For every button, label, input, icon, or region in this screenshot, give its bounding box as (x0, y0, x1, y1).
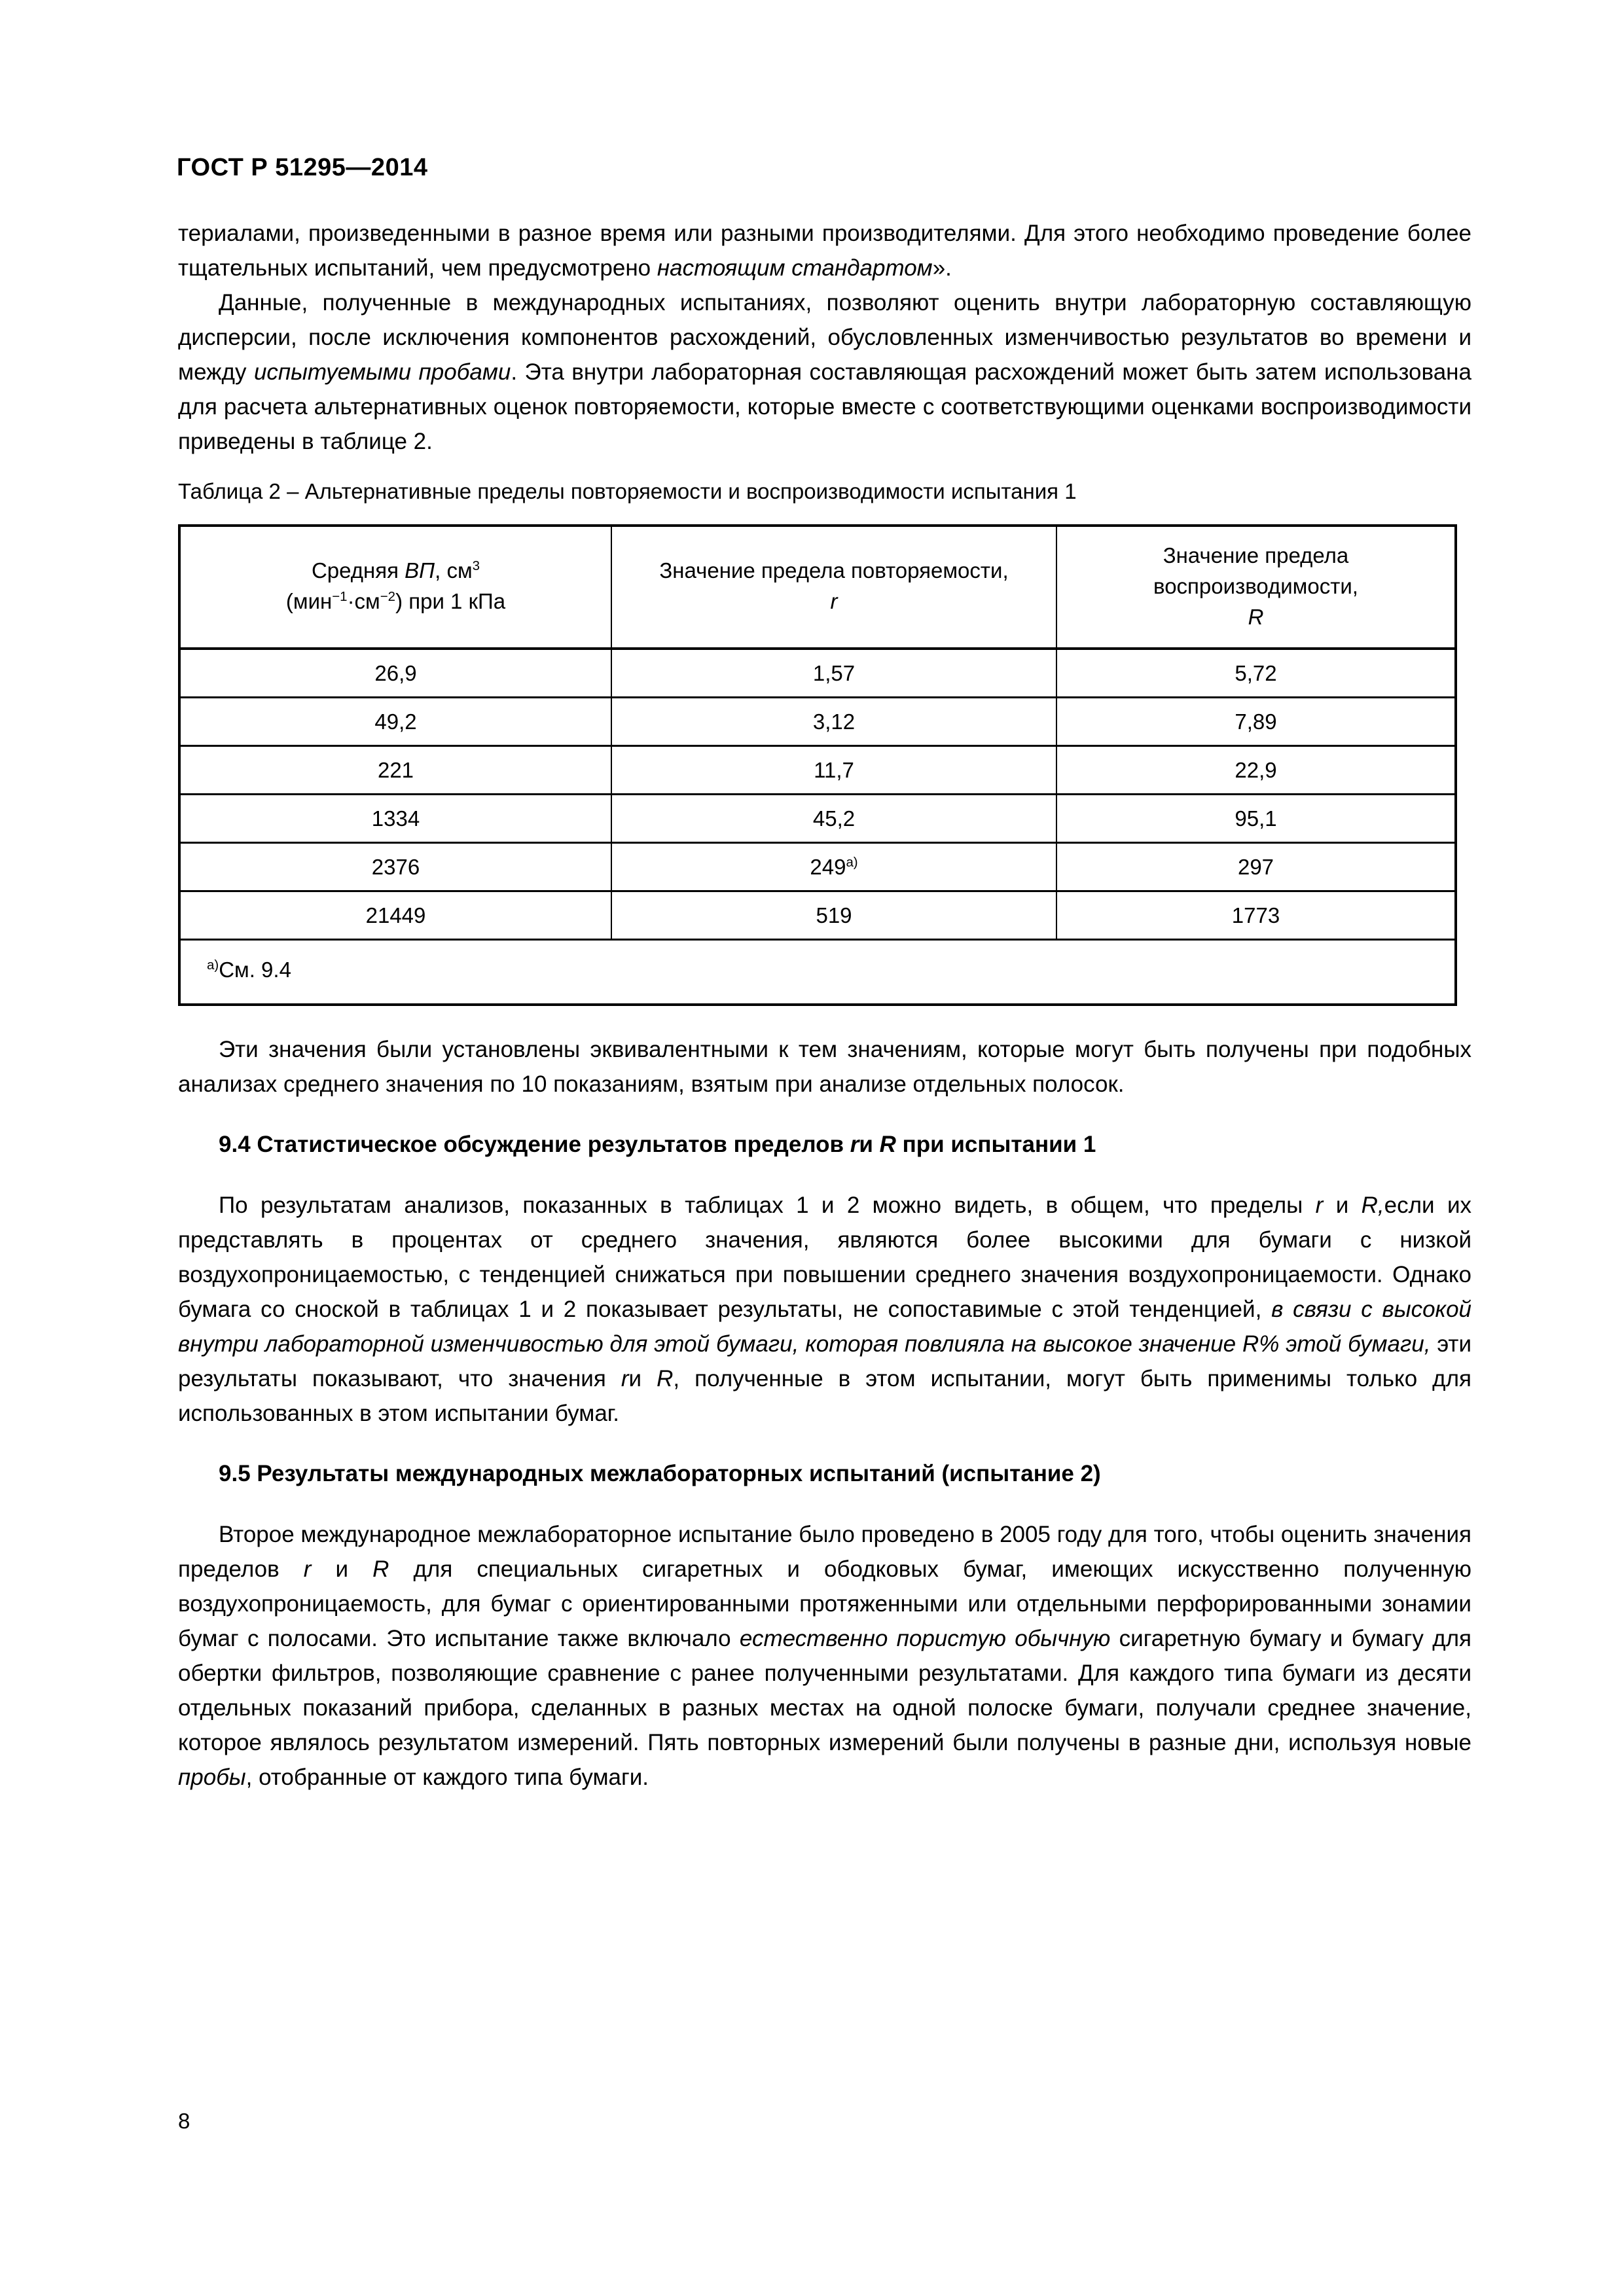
heading-9-4 (178, 1128, 1471, 1162)
table-row (179, 649, 1456, 698)
cell-footnote-marker: а) (846, 855, 858, 870)
heading-symbol-R: R (879, 1132, 896, 1157)
cell-repeatability (611, 649, 1056, 698)
cell-mean-vp: 21449 (179, 891, 611, 940)
standard-header: ГОСТ Р 51295—2014 (177, 154, 428, 181)
header-superscript: 3 (472, 558, 480, 573)
cell-mean-vp: 2376 (179, 843, 611, 891)
symbol-R: R (657, 1366, 674, 1391)
cell-value: 45,2 (812, 806, 856, 831)
header-unit-mid: ·см (347, 589, 380, 613)
header-line-1: Значение предела (1163, 543, 1349, 567)
paragraph-italic: испытуемыми пробами (253, 359, 511, 385)
cell-reproducibility: 297 (1056, 843, 1456, 891)
cell-repeatability (611, 843, 1056, 891)
spacer (178, 459, 1471, 476)
paragraph-text: и (311, 1556, 373, 1582)
table-caption: Таблица 2 – Альтернативные пределы повторяемости и воспроизводимости испытания 1 (178, 479, 1077, 503)
paragraph-text: сигаретную бумагу и бумагу для обертки фильтров, позволяющие сравнение с ранее полученными результатами. Для каждого типа бумаги из десяти отдельных показаний прибора, сделанных в разных местах на одной полоске бумаги, получали среднее значение, которое являлось результатом измерений. Пять повторных измерений были получены в разные дни, используя новые (178, 1626, 1471, 1755)
paragraph-9-4-body (178, 1188, 1471, 1431)
header-text: Средняя (311, 558, 405, 583)
column-header-reproducibility (1056, 526, 1456, 649)
cell-reproducibility: 22,9 (1056, 746, 1456, 795)
heading-symbol-r: r (850, 1132, 859, 1157)
paragraph-text: Второе международное межлабораторное испытание было проведено в 2005 году для того, чтобы оценить значения пределов (178, 1522, 1471, 1582)
paragraph-text-tail: ». (932, 255, 952, 281)
cell-repeatability (611, 698, 1056, 746)
heading-9-5: 9.5 Результаты международных межлабораторных испытаний (испытание 2) (219, 1461, 1101, 1486)
table-row (179, 891, 1456, 940)
spacer (178, 1102, 1471, 1128)
cell-value: 249 (810, 855, 846, 879)
header-unit-tail: ) при 1 кПа (395, 589, 506, 613)
page-number: 8 (178, 2109, 190, 2133)
paragraph-equivalence: Эти значения были установлены эквивалентными к тем значениям, которые могут быть получены при подобных анализах среднего значения по 10 показаниям, взятым при анализе отдельных полосок. (178, 1037, 1471, 1097)
header-line-2 (186, 586, 605, 617)
cell-reproducibility: 7,89 (1056, 698, 1456, 746)
cell-repeatability (611, 795, 1056, 843)
heading-tail: при испытании 1 (895, 1132, 1096, 1157)
cell-mean-vp: 221 (179, 746, 611, 795)
heading-text: 9.4 Статистическое обсуждение результатов пределов (219, 1132, 850, 1157)
table-footnote-row (179, 940, 1456, 1005)
spacer (178, 1006, 1471, 1032)
header-line-2: воспроизводимости, (1153, 573, 1358, 598)
spacer (178, 1431, 1471, 1457)
spacer (178, 1162, 1471, 1188)
cell-mean-vp: 49,2 (179, 698, 611, 746)
paragraph-9-5-body (178, 1517, 1471, 1795)
paragraph-text: и (628, 1366, 657, 1391)
paragraph-text: для специальных сигаретных и ободковых бумаг, имеющих искусственно полученную воздухопроницаемость, для бумаг с ориентированными протяженными или отдельными перфорированными зонамии бумаг с полосами. Это испытание также включало (178, 1556, 1471, 1651)
document-body (178, 216, 1471, 1795)
cell-value: 519 (816, 903, 852, 927)
symbol-R: R (372, 1556, 389, 1582)
cell-reproducibility: 5,72 (1056, 649, 1456, 698)
paragraph-text: Данные, полученные в международных испытаниях, позволяют оценить внутри лабораторную составляющую дисперсии, после исключения компонентов расхождений, обусловленных изменчивостью результатов во времени и между (178, 290, 1471, 385)
paragraph-text-tail: . Эта внутри лабораторная составляющая расхождений может быть затем использована для расчета альтернативных оценок повторяемости, которые вместе с соответствующими оценками воспроизводимости приведены в таблице 2. (178, 359, 1471, 454)
header-unit-open: (мин (285, 589, 333, 613)
paragraph-italic: естественно пористую обычную (739, 1626, 1111, 1651)
paragraph-text: эти результаты показывают, что значения (178, 1331, 1471, 1391)
footnote-marker: а) (207, 957, 219, 973)
symbol-r: r (303, 1556, 312, 1582)
cell-repeatability (611, 746, 1056, 795)
cell-value: 11,7 (814, 758, 854, 782)
footnote-text: См. 9.4 (219, 957, 291, 982)
cell-reproducibility: 95,1 (1056, 795, 1456, 843)
table-row (179, 746, 1456, 795)
header-symbol-R: R (1248, 604, 1264, 629)
cell-repeatability (611, 891, 1056, 940)
header-unit: , см (435, 558, 473, 583)
spacer (178, 1491, 1471, 1517)
heading-conjunction: и (859, 1132, 880, 1157)
column-header-repeatability (611, 526, 1056, 649)
paragraph-text: По результатам анализов, показанных в таблицах 1 и 2 можно видеть, в общем, что пределы (219, 1193, 1316, 1218)
header-superscript: −2 (380, 589, 396, 604)
paragraph-text: териалами, произведенными в разное время или разными производителями. Для этого необходимо проведение более тщательных испытаний, чем предусмотрено (178, 221, 1471, 281)
cell-reproducibility: 1773 (1056, 891, 1456, 940)
paragraph-text: и (1323, 1193, 1362, 1218)
paragraph-italic: настоящим стандартом (657, 255, 933, 281)
table-row (179, 843, 1456, 891)
cell-mean-vp: 26,9 (179, 649, 611, 698)
table-body (179, 649, 1456, 1005)
symbol-R: R, (1361, 1193, 1384, 1218)
paragraph-text: , отобранные от каждого типа бумаги. (245, 1765, 649, 1790)
paragraph-data (178, 285, 1471, 459)
paragraph-continuation (178, 216, 1471, 285)
table-alternative-limits (178, 524, 1457, 1006)
header-symbol-r: r (830, 589, 838, 613)
paragraph-italic: в связи с высокой внутри лабораторной изменчивостью для этой бумаги, которая повлияла на высокое значение R% этой бумаги, (178, 1297, 1471, 1357)
spacer (178, 507, 1471, 524)
header-line-1: Значение предела повторяемости, (659, 558, 1009, 583)
cell-value: 1,57 (812, 661, 856, 685)
paragraph-italic: пробы (178, 1765, 246, 1790)
table-row (179, 795, 1456, 843)
symbol-r: r (621, 1366, 629, 1391)
table-header-row (179, 526, 1456, 649)
header-line-1 (186, 555, 605, 586)
cell-mean-vp: 1334 (179, 795, 611, 843)
header-superscript: −1 (332, 589, 348, 604)
paragraph-text: если их представлять в процентах от среднего значения, являются более высокими для бумаги с низкой воздухопроницаемостью, с тенденцией снижаться при повышении среднего значения воздухопроницаемости. Однако бумага со сноской в таблицах 1 и 2 показывает результаты, не сопоставимые с этой тенденцией, (178, 1193, 1472, 1322)
paragraph-text: , полученные в этом испытании, могут быть применимы только для использованных в этом испытании бумаг. (178, 1366, 1471, 1426)
cell-value: 3,12 (812, 709, 856, 734)
table-row (179, 698, 1456, 746)
symbol-r: r (1315, 1193, 1324, 1218)
header-symbol: ВП (405, 558, 435, 583)
table-footnote (179, 940, 1456, 1005)
column-header-mean-vp (179, 526, 611, 649)
